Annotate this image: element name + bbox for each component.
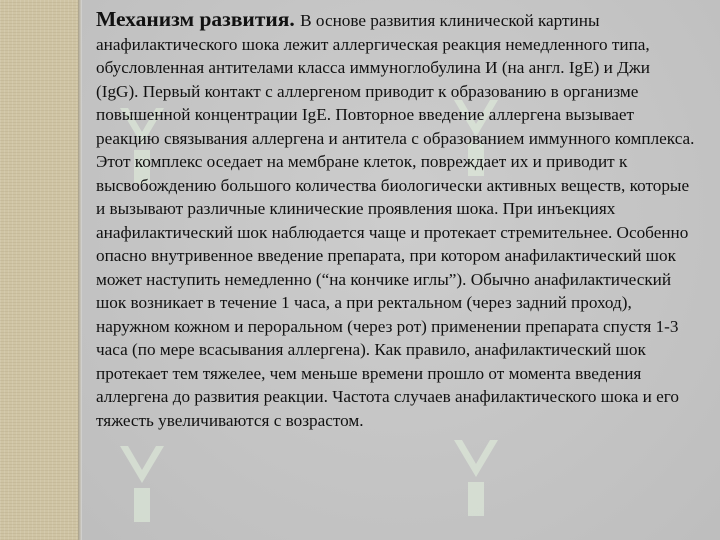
slide-heading-period: .	[289, 7, 301, 31]
slide-body-text: В основе развития клинической картины анафилактического шока лежит аллергическая реакция немедленного типа, обусловленная антителами класса иммуноглобулина И (на англ. IgE) и Джи (IgG). Первый контакт с аллергеном приводит к образованию в организме повышенной концентрации IgE. Повторное введение аллергена вызывает реакцию связывания аллергена и антитела с образованием иммунного комплекса. Этот комплекс оседает на мембране клеток, повреждает их и приводит к высвобождению большого количества биологически активных веществ, которые и вызывают различные клинические проявления шока. При инъекциях анафилактический шок наблюдается чаще и протекает стремительнее. Особенно опасно внутривенное введение препарата, при котором анафилактический шок может наступить немедленно (“на кончике иглы”). Обычно анафилактический шок возникает в течение 1 часа, а при ректальном (через задний проход), наружном кожном и пероральном (через рот) применении препарата спустя 1-3 часа (по мере всасывания аллергена). Как правило, анафилактический шок протекает тем тяжелее, чем меньше времени прошло от момента введения аллергена до развития реакции. Частота случаев анафилактического шока и его тяжесть увеличиваются с возрастом.	[96, 11, 695, 430]
decorative-side-strip	[0, 0, 80, 540]
slide-heading: Механизм развития	[96, 7, 290, 31]
slide-text-block	[96, 8, 696, 432]
watermark-mark-bottom-right	[446, 432, 506, 522]
watermark-mark-bottom-left	[112, 438, 172, 528]
